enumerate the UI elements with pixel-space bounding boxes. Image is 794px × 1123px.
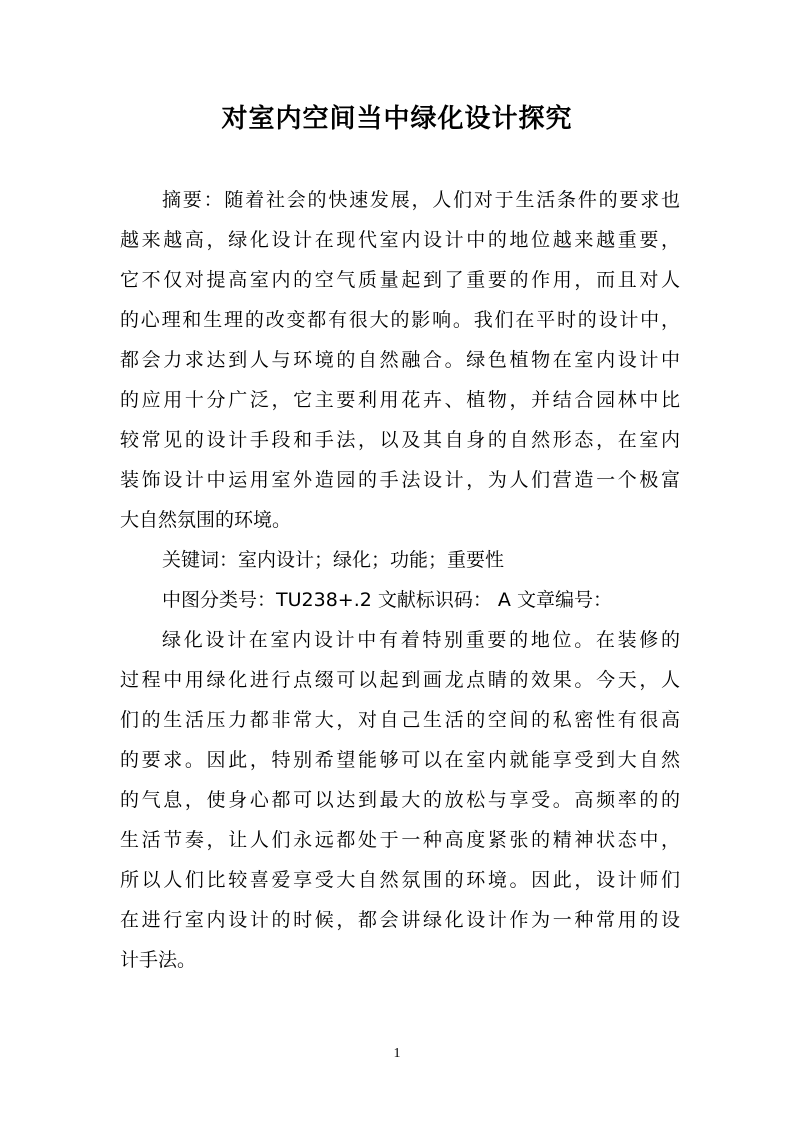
body-line: 们的生活压力都非常大，对自己生活的空间的私密性有很高 xyxy=(120,709,680,731)
abstract-line: 都会力求达到人与环境的自然融合。绿色植物在室内设计中 xyxy=(120,349,680,371)
abstract-line: 它不仅对提高室内的空气质量起到了重要的作用，而且对人 xyxy=(120,269,680,291)
body-line: 的气息，使身心都可以达到最大的放松与享受。高频率的的 xyxy=(120,789,680,811)
document-title: 对室内空间当中绿化设计探究 xyxy=(221,104,573,134)
classification-line: 中图分类号：TU238+.2 文献标识码： A 文章编号： xyxy=(162,589,612,611)
body-line: 计手法。 xyxy=(120,949,197,971)
keywords-line: 关键词：室内设计；绿化；功能；重要性 xyxy=(162,549,505,571)
body-line: 过程中用绿化进行点缀可以起到画龙点睛的效果。今天，人 xyxy=(120,669,680,691)
body-line: 的要求。因此，特别希望能够可以在室内就能享受到大自然 xyxy=(120,749,680,771)
body-line: 在进行室内设计的时候，都会讲绿化设计作为一种常用的设 xyxy=(120,909,680,931)
abstract-line: 摘要：随着社会的快速发展，人们对于生活条件的要求也 xyxy=(162,189,680,211)
page-number: 1 xyxy=(393,1046,401,1061)
body-line: 绿化设计在室内设计中有着特别重要的地位。在装修的 xyxy=(162,629,680,651)
abstract-line: 装饰设计中运用室外造园的手法设计，为人们营造一个极富 xyxy=(120,469,680,491)
body-line: 生活节奏，让人们永远都处于一种高度紧张的精神状态中， xyxy=(120,829,680,851)
abstract-line: 较常见的设计手段和手法，以及其自身的自然形态，在室内 xyxy=(120,429,680,451)
abstract-line: 的心理和生理的改变都有很大的影响。我们在平时的设计中， xyxy=(120,309,680,331)
abstract-line: 越来越高，绿化设计在现代室内设计中的地位越来越重要， xyxy=(120,229,680,251)
abstract-line: 的应用十分广泛，它主要利用花卉、植物，并结合园林中比 xyxy=(120,389,680,411)
abstract-line: 大自然氛围的环境。 xyxy=(120,509,292,531)
body-line: 所以人们比较喜爱享受大自然氛围的环境。因此，设计师们 xyxy=(120,869,680,891)
